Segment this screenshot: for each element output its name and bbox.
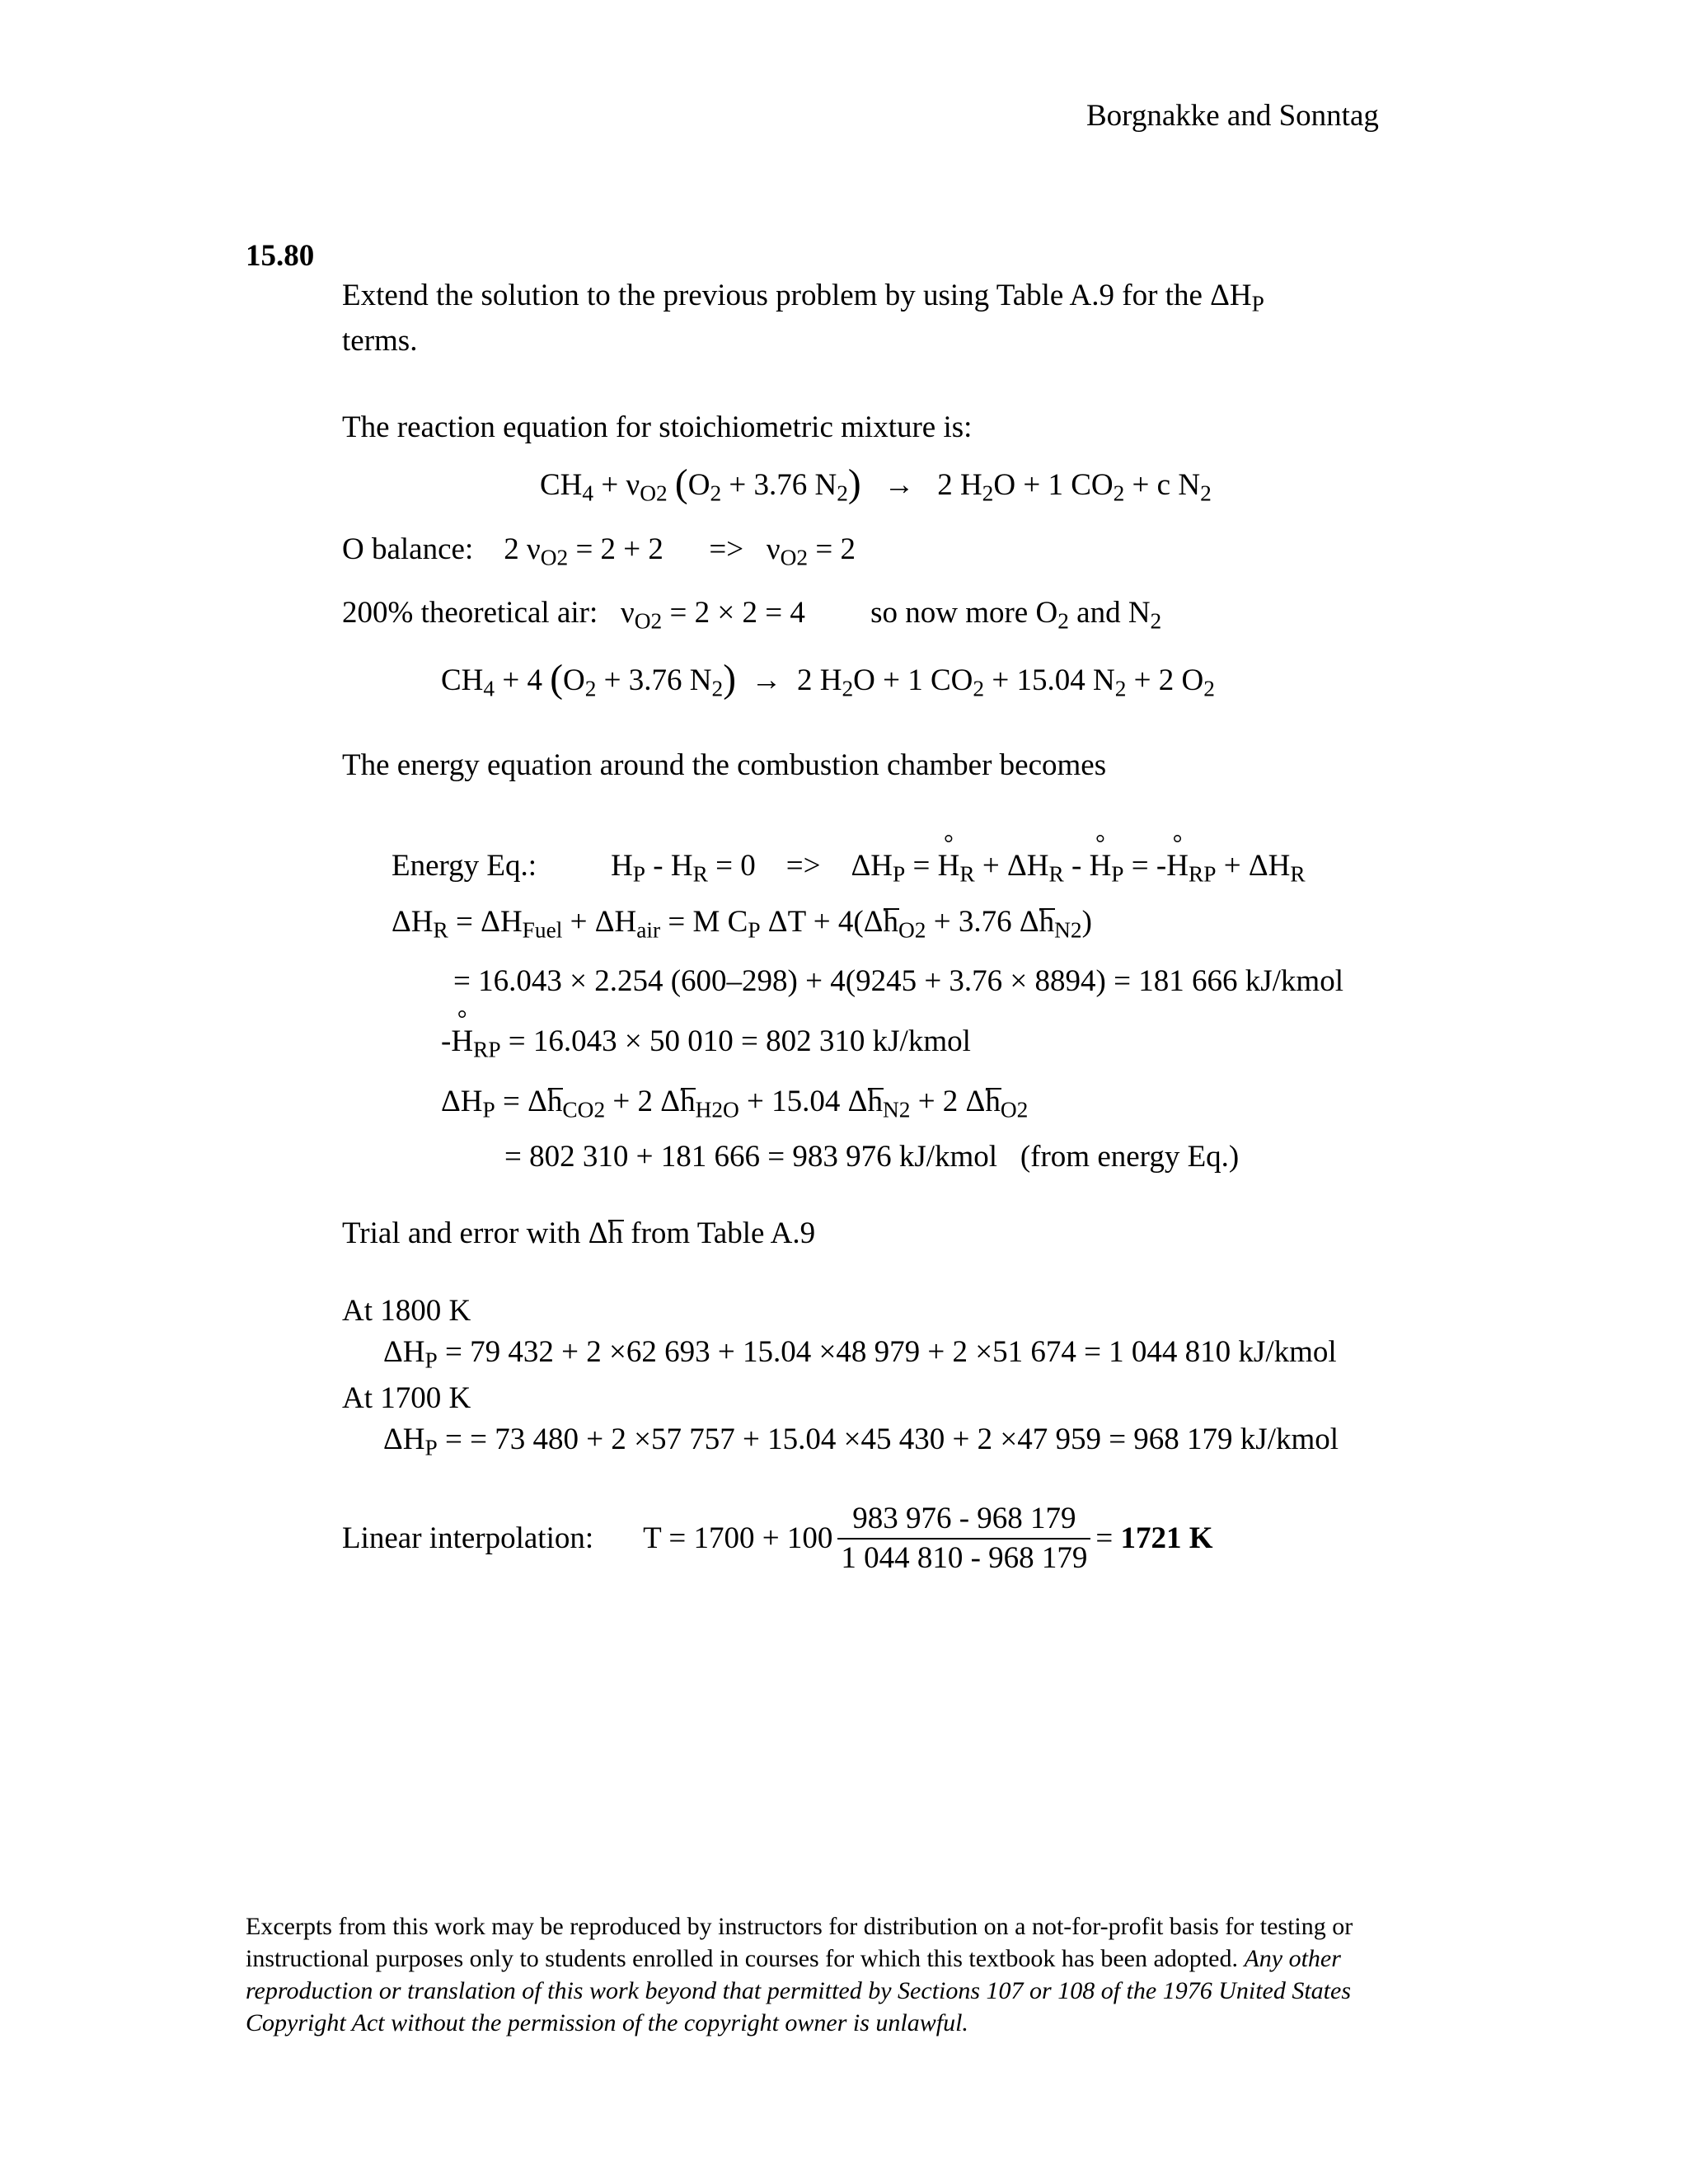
header-authors: Borgnakke and Sonntag — [1086, 99, 1379, 133]
delta-hp-1700: $\Delta H_P$ = = 73 480 + 2 ×57 757 + 15.04 ×45 430 + 2 ×47 959 = 968 179 kJ/kmol — [383, 1422, 1339, 1460]
delta-hr-definition: $\Delta H_R = \Delta H_{Fuel} + \Delta H_{air} = M$ $C_P$ $\Delta T + 4(\Delta h_{O2} + 3.76$ $\Delta h_{N2}$) — [392, 905, 1092, 943]
trial-and-error-line: Trial and error with Δh from Table A.9 — [342, 1216, 816, 1250]
interpolation-fraction — [837, 1502, 1090, 1576]
at-1700-label: At 1700 K — [342, 1381, 471, 1415]
delta-hr-numbers: = 16.043 × 2.254 (600–298) + 4(9245 + 3.76 × 8894) = 181 666 kJ/kmol — [453, 964, 1343, 998]
interpolation-result: 1721 K — [1120, 1521, 1213, 1555]
fraction-denominator: 1 044 810 - 968 179 — [841, 1541, 1088, 1575]
at-1800-label: At 1800 K — [342, 1294, 471, 1328]
problem-statement-line2: terms. — [342, 324, 418, 358]
actual-reaction-equation: $CH_4 + 4$ ($O_2 + 3.76$ $N_2) \to 2$ $H_2O + 1$ $CO_2 + 15.04$ $N_2 + 2$ $O_2$ — [441, 657, 1215, 701]
problem-statement-line1: Extend the solution to the previous problem by using Table A.9 for the $\Delta H_P$ — [342, 279, 1264, 316]
energy-equation: Energy Eq.: $H_P - H_R = 0$ => $\Delta H_P$ = ° $H_R + \Delta H_R$ - ° $H_P$ = -° $H_{RP} + \Delta H_R$ — [392, 851, 1306, 881]
theoretical-air-line: 200% theoretical air: $\nu_{O2} = 2 \times 2 = 4$ so now more $O_2$ and $N_2$ — [342, 596, 1162, 634]
o-balance-line: O balance: 2 $\nu_{O2} = 2 + 2$ => $\nu_{O2} = 2$ — [342, 532, 856, 570]
linear-interpolation: Linear interpolation: T = 1700 + 100 $\frac{983 976 - 968 179}{1 044 810 - 968 179}$ = 1721 K — [342, 1502, 1213, 1575]
delta-hp-definition: $\Delta H_P = \Delta h_{CO2} + 2$ $\Delta h_{H2O} + 15.04$ $\Delta h_{N2} + 2$ $\Delta h_{O2}$ — [441, 1085, 1029, 1122]
energy-intro: The energy equation around the combustion chamber becomes — [342, 748, 1107, 782]
delta-hp-1800: $\Delta H_P = 79$ 432 + 2 ×62 693 + 15.04 ×48 979 + 2 ×51 674 = 1 044 810 kJ/kmol — [383, 1335, 1337, 1373]
hrp-line: -° $H_{RP} = 16.043 \times 50$ 010 = 802 310 kJ/kmol — [441, 1026, 971, 1057]
delta-hp-sum: = 802 310 + 181 666 = 983 976 kJ/kmol (from energy Eq.) — [504, 1140, 1240, 1174]
reaction-intro: The reaction equation for stoichiometric mixture is: — [342, 410, 973, 444]
fraction-numerator: 983 976 - 968 179 — [837, 1502, 1090, 1540]
copyright-footer: Excerpts from this work may be reproduced by instructors for distribution on a not-for-profit basis for testing or instructional purposes only to students enrolled in courses for which this textbook has been adopted. Any other reproduction or translation of this work beyond that permitted by Sections 107 or 108 of the 1976 United States Copyright Act without the permission of the copyright owner is unlawful. — [246, 1913, 1353, 2036]
problem-number: 15.80 — [246, 239, 315, 273]
stoich-reaction-equation: $CH_4 + \nu_{O2}$ ($O_2 + 3.76$ $N_2) \to 2$ $H_2O + 1$ $CO_2 + c$ $N_2$ — [540, 462, 1212, 506]
